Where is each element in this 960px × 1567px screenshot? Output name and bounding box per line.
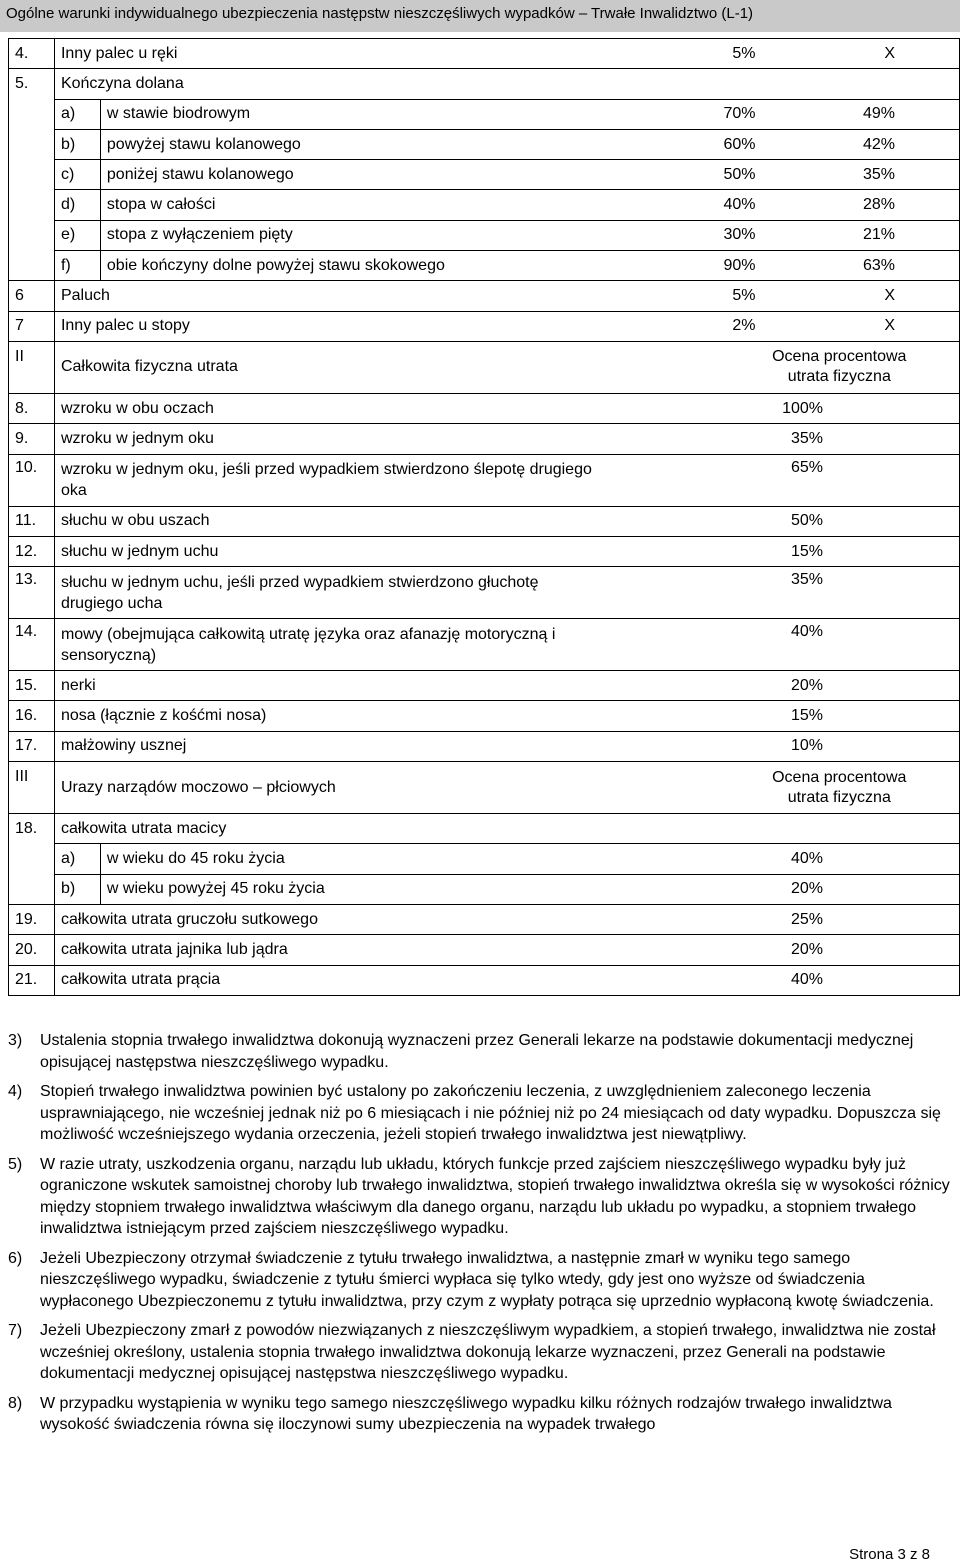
note-item xyxy=(8,1030,952,1073)
table-row xyxy=(9,671,960,701)
percent-value: 35% xyxy=(760,567,960,619)
table-row xyxy=(9,935,960,965)
row-label: poniżej stawu kolanowego xyxy=(100,160,659,190)
note-item xyxy=(8,1248,952,1313)
table-row xyxy=(9,731,960,761)
table-row xyxy=(9,190,960,220)
percent-value: X xyxy=(760,281,960,311)
percent-value: 28% xyxy=(760,190,960,220)
percent-value: 35% xyxy=(760,424,960,454)
note-label: 3) xyxy=(8,1032,23,1049)
section-title: Całkowita fizyczna utrata xyxy=(54,341,759,393)
row-label: słuchu w jednym uchu, jeśli przed wypadkiem stwierdzono głuchotę drugiego ucha xyxy=(54,567,759,619)
row-number: 10. xyxy=(9,454,55,506)
sub-letter: f) xyxy=(54,251,100,281)
percent-value: 5% xyxy=(660,281,760,311)
table-row xyxy=(9,762,960,814)
table-row xyxy=(9,129,960,159)
row-number: 14. xyxy=(9,619,55,671)
sub-letter: b) xyxy=(54,874,100,904)
row-number: 18. xyxy=(9,814,55,905)
row-label: wzroku w jednym oku xyxy=(54,424,759,454)
percent-value: X xyxy=(760,311,960,341)
table-row xyxy=(9,965,960,995)
percent-value: X xyxy=(760,39,960,69)
percent-value: 40% xyxy=(660,190,760,220)
note-text: Stopień trwałego inwalidztwa powinien być ustalony po zakończeniu leczenia, z uwzględnieniem zaleconego leczenia usprawniającego, nie wcześniej jednak niż po 6 miesiącach i nie później niż po 24 miesiącach od daty wypadku. Dopuszcza się możliwość wcześniejszego wydania orzeczenia, jeżeli stopień trwałego inwalidztwa jest niewątpliwy. xyxy=(40,1083,941,1143)
note-item xyxy=(8,1320,952,1385)
percent-value: 20% xyxy=(760,671,960,701)
note-label: 5) xyxy=(8,1155,23,1173)
row-label: całkowita utrata jajnika lub jądra xyxy=(54,935,759,965)
row-label: słuchu w jednym uchu xyxy=(54,536,759,566)
row-label: wzroku w jednym oku, jeśli przed wypadkiem stwierdzono ślepotę drugiego oka xyxy=(54,454,759,506)
sub-letter: a) xyxy=(54,844,100,874)
table-row xyxy=(9,281,960,311)
row-label: Kończyna dolana xyxy=(54,69,959,99)
sub-letter: c) xyxy=(54,160,100,190)
row-number: 12. xyxy=(9,536,55,566)
note-text: W przypadku wystąpienia w wyniku tego samego nieszczęśliwego wypadku kilku różnych rodzajów trwałego inwalidztwa wysokość świadczenia równa się iloczynowi sumy ubezpieczenia na wypadek trwałego xyxy=(40,1394,892,1433)
row-label: w stawie biodrowym xyxy=(100,99,659,129)
row-number: 19. xyxy=(9,904,55,934)
page-header: Ogólne warunki indywidualnego ubezpieczenia następstw nieszczęśliwych wypadków – Trwałe Inwalidztwo (L-1) xyxy=(0,0,960,32)
row-label: całkowita utrata macicy xyxy=(54,814,959,844)
table-row xyxy=(9,341,960,393)
row-label: w wieku powyżej 45 roku życia xyxy=(100,874,759,904)
section-number: II xyxy=(9,341,55,393)
row-number: 16. xyxy=(9,701,55,731)
row-number: 7 xyxy=(9,311,55,341)
percent-value: 50% xyxy=(660,160,760,190)
percent-value: 90% xyxy=(660,251,760,281)
row-label: w wieku do 45 roku życia xyxy=(100,844,759,874)
note-label: 8) xyxy=(8,1394,23,1412)
table-row xyxy=(9,220,960,250)
percent-value: 21% xyxy=(760,220,960,250)
percent-value: 15% xyxy=(760,701,960,731)
page-number: Strona 3 z 8 xyxy=(849,1546,930,1563)
note-text: Ustalenia stopnia trwałego inwalidztwa dokonują wyznaczeni przez Generali lekarze na podstawie dokumentacji medycznej opisującej następstwa nieszczęśliwego wypadku. xyxy=(40,1032,914,1071)
row-label: nerki xyxy=(54,671,759,701)
row-label: mowy (obejmująca całkowitą utratę języka oraz afanazję motoryczną i sensoryczną) xyxy=(54,619,759,671)
table-row xyxy=(9,536,960,566)
table-row xyxy=(9,619,960,671)
percent-value: 30% xyxy=(660,220,760,250)
note-item xyxy=(8,1393,952,1436)
percent-value: 40% xyxy=(760,965,960,995)
sub-letter: d) xyxy=(54,190,100,220)
table-row xyxy=(9,99,960,129)
percent-value: 5% xyxy=(660,39,760,69)
row-label: Paluch xyxy=(54,281,659,311)
row-label: całkowita utrata gruczołu sutkowego xyxy=(54,904,759,934)
percent-value: 10% xyxy=(760,731,960,761)
percent-value: 50% xyxy=(760,506,960,536)
row-label: stopa w całości xyxy=(100,190,659,220)
note-label: 4) xyxy=(8,1083,23,1100)
table-row xyxy=(9,814,960,844)
row-label: słuchu w obu uszach xyxy=(54,506,759,536)
percent-value: 2% xyxy=(660,311,760,341)
table-row xyxy=(9,567,960,619)
row-label: Inny palec u ręki xyxy=(54,39,659,69)
note-text: Jeżeli Ubezpieczony zmarł z powodów niezwiązanych z nieszczęśliwym wypadkiem, a stopień trwałego, inwalidztwa nie został wcześniej określony, ustalenia stopnia trwałego inwalidztwa dokonują lekarze wyznaczeni, przez Generali na podstawie dokumentacji medycznej opisującej następstwa nieszczęśliwego wypadku. xyxy=(40,1322,936,1382)
note-label: 7) xyxy=(8,1322,23,1339)
sub-letter: b) xyxy=(54,129,100,159)
percent-value: 35% xyxy=(760,160,960,190)
row-number: 20. xyxy=(9,935,55,965)
percent-value: 49% xyxy=(760,99,960,129)
note-label: 6) xyxy=(8,1249,23,1267)
table-row xyxy=(9,844,960,874)
row-number: 17. xyxy=(9,731,55,761)
table-row xyxy=(9,424,960,454)
percent-value: 100% xyxy=(760,393,960,423)
table-row xyxy=(9,701,960,731)
row-label: wzroku w obu oczach xyxy=(54,393,759,423)
row-number: 11. xyxy=(9,506,55,536)
percent-value: 42% xyxy=(760,129,960,159)
note-text: W razie utraty, uszkodzenia organu, narządu lub układu, których funkcje przed zajściem nieszczęśliwego wypadku były już ograniczone wskutek samoistnej choroby lub trwałego inwalidztwa, stopień trwałego inwalidztwa określa się w wysokości różnicy między stopniem trwałego inwalidztwa właściwym dla danego organu, narządu lub układu po wypadku, a stopniem trwałego inwalidztwa istniejącym przed zajściem nieszczęśliwego wypadku. xyxy=(40,1155,950,1237)
row-number: 9. xyxy=(9,424,55,454)
row-label: obie kończyny dolne powyżej stawu skokowego xyxy=(100,251,659,281)
disability-table xyxy=(8,38,960,996)
column-header: Ocena procentowa utrata fizyczna xyxy=(760,341,960,393)
note-item xyxy=(8,1081,952,1146)
row-label: całkowita utrata prącia xyxy=(54,965,759,995)
percent-value: 20% xyxy=(760,935,960,965)
row-number: 21. xyxy=(9,965,55,995)
percent-value: 70% xyxy=(660,99,760,129)
table-row xyxy=(9,506,960,536)
table-row xyxy=(9,160,960,190)
table-row xyxy=(9,251,960,281)
row-number: 13. xyxy=(9,567,55,619)
section-title: Urazy narządów moczowo – płciowych xyxy=(54,762,759,814)
row-label: Inny palec u stopy xyxy=(54,311,659,341)
percent-value: 60% xyxy=(660,129,760,159)
table-row xyxy=(9,874,960,904)
table-row xyxy=(9,39,960,69)
sub-letter: a) xyxy=(54,99,100,129)
row-number: 6 xyxy=(9,281,55,311)
row-number: 4. xyxy=(9,39,55,69)
percent-value: 63% xyxy=(760,251,960,281)
row-label: małżowiny usznej xyxy=(54,731,759,761)
table-row xyxy=(9,393,960,423)
table-row xyxy=(9,311,960,341)
note-item xyxy=(8,1154,952,1240)
percent-value: 40% xyxy=(760,844,960,874)
row-label: powyżej stawu kolanowego xyxy=(100,129,659,159)
percent-value: 65% xyxy=(760,454,960,506)
percent-value: 25% xyxy=(760,904,960,934)
row-label: stopa z wyłączeniem pięty xyxy=(100,220,659,250)
row-number: 8. xyxy=(9,393,55,423)
note-text: Jeżeli Ubezpieczony otrzymał świadczenie z tytułu trwałego inwalidztwa, a następnie zmarł w wyniku tego samego nieszczęśliwego wypadku, świadczenie z tytułu śmierci wypłaca się tylko wtedy, gdy jest ono wyższe od świadczenia wypłaconego Ubezpieczonemu z tytułu inwalidztwa, przy czym z wypłaty potrąca się uprzednio wypłaconą kwotę świadczenia. xyxy=(40,1249,934,1310)
table-row xyxy=(9,454,960,506)
table-row xyxy=(9,69,960,99)
column-header: Ocena procentowa utrata fizyczna xyxy=(760,762,960,814)
percent-value: 20% xyxy=(760,874,960,904)
row-number: 15. xyxy=(9,671,55,701)
notes-list xyxy=(8,1030,952,1444)
table-row xyxy=(9,904,960,934)
percent-value: 40% xyxy=(760,619,960,671)
sub-letter: e) xyxy=(54,220,100,250)
percent-value: 15% xyxy=(760,536,960,566)
row-label: nosa (łącznie z kośćmi nosa) xyxy=(54,701,759,731)
section-number: III xyxy=(9,762,55,814)
row-number: 5. xyxy=(9,69,55,281)
